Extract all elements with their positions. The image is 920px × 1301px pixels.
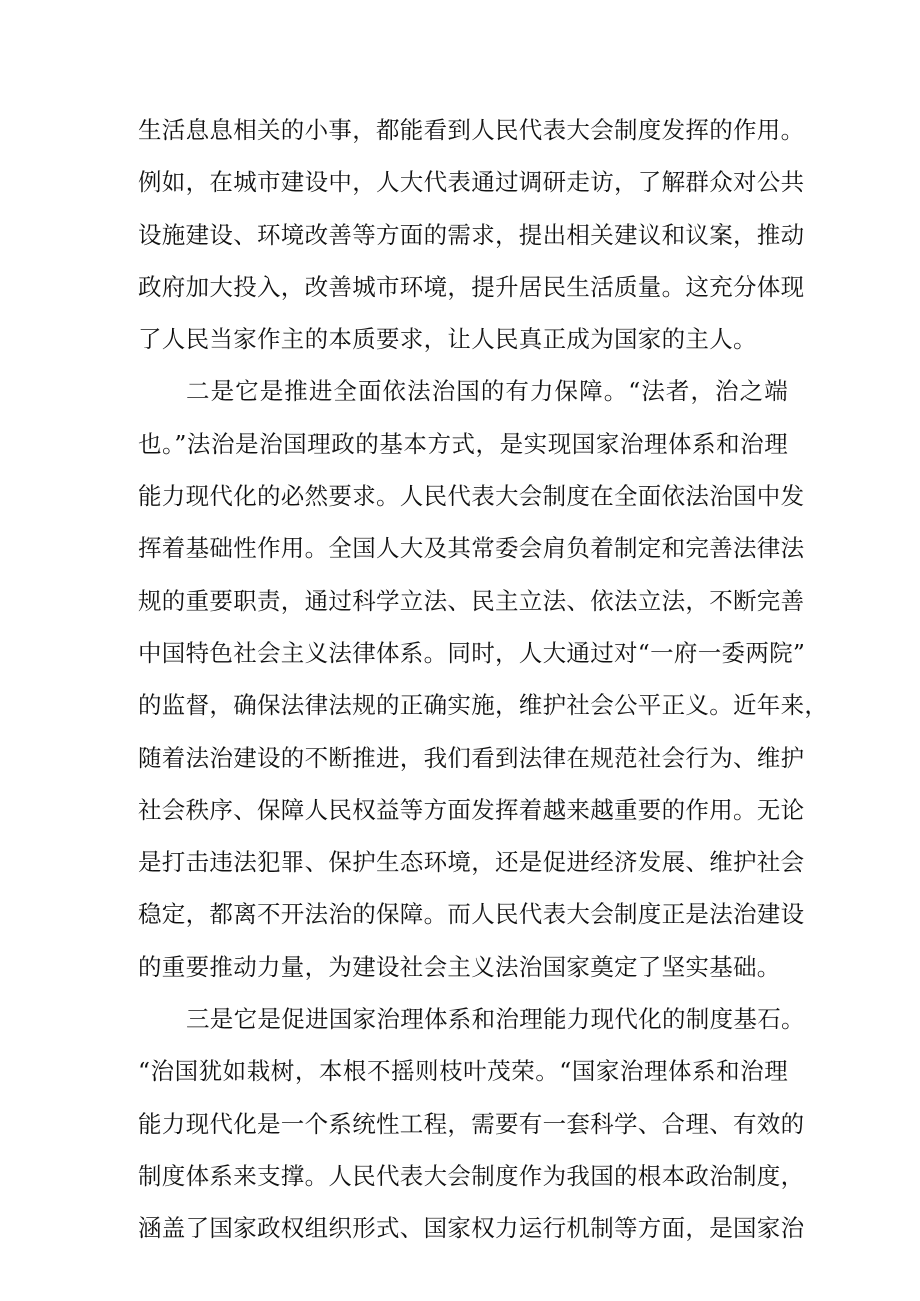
text-line: 设施建设、环境改善等方面的需求，提出相关建议和议案，推动: [138, 220, 805, 249]
text-line: 例如，在城市建设中，人大代表通过调研走访，了解群众对公共: [138, 168, 805, 197]
text-line: 社会秩序、保障人民权益等方面发挥着越来越重要的作用。无论: [138, 795, 805, 824]
text-line: 政府加大投入，改善城市环境，提升居民生活质量。这充分体现: [138, 272, 805, 301]
text-line: 规的重要职责，通过科学立法、民主立法、依法立法，不断完善: [138, 586, 805, 615]
text-line: 生活息息相关的小事，都能看到人民代表大会制度发挥的作用。: [138, 116, 805, 144]
text-line: 也。”法治是治国理政的基本方式，是实现国家治理体系和治理: [138, 429, 788, 458]
text-line: 的重要推动力量，为建设社会主义法治国家奠定了坚实基础。: [138, 952, 781, 981]
text-line: 了人民当家作主的本质要求，让人民真正成为国家的主人。: [138, 325, 757, 354]
text-line: 的监督，确保法律法规的正确实施，维护社会公平正义。近年来，: [138, 691, 829, 720]
text-line: 是打击违法犯罪、保护生态环境，还是促进经济发展、维护社会: [138, 848, 805, 877]
text-line: 挥着基础性作用。全国人大及其常委会肩负着制定和完善法律法: [138, 534, 805, 563]
text-line: 制度体系来支撑。人民代表大会制度作为我国的根本政治制度，: [138, 1161, 805, 1190]
text-line: 能力现代化是一个系统性工程，需要有一套科学、合理、有效的: [138, 1109, 805, 1138]
paragraph-start-line: 三是它是促进国家治理体系和治理能力现代化的制度基石。: [186, 1005, 805, 1034]
text-line: 随着法治建设的不断推进，我们看到法律在规范社会行为、维护: [138, 743, 805, 772]
text-line: 能力现代化的必然要求。人民代表大会制度在全面依法治国中发: [138, 482, 805, 511]
text-line: 稳定，都离不开法治的保障。而人民代表大会制度正是法治建设: [138, 900, 805, 929]
text-line: “治国犹如栽树，本根不摇则枝叶茂荣。“国家治理体系和治理: [138, 1057, 788, 1086]
body-text: [138, 104, 829, 1255]
paragraph-start-line: 二是它是推进全面依法治国的有力保障。“法者，治之端: [186, 377, 788, 406]
text-line: 中国特色社会主义法律体系。同时，人大通过对“一府一委两院”: [138, 638, 806, 667]
text-line: 涵盖了国家政权组织形式、国家权力运行机制等方面，是国家治: [138, 1214, 805, 1243]
